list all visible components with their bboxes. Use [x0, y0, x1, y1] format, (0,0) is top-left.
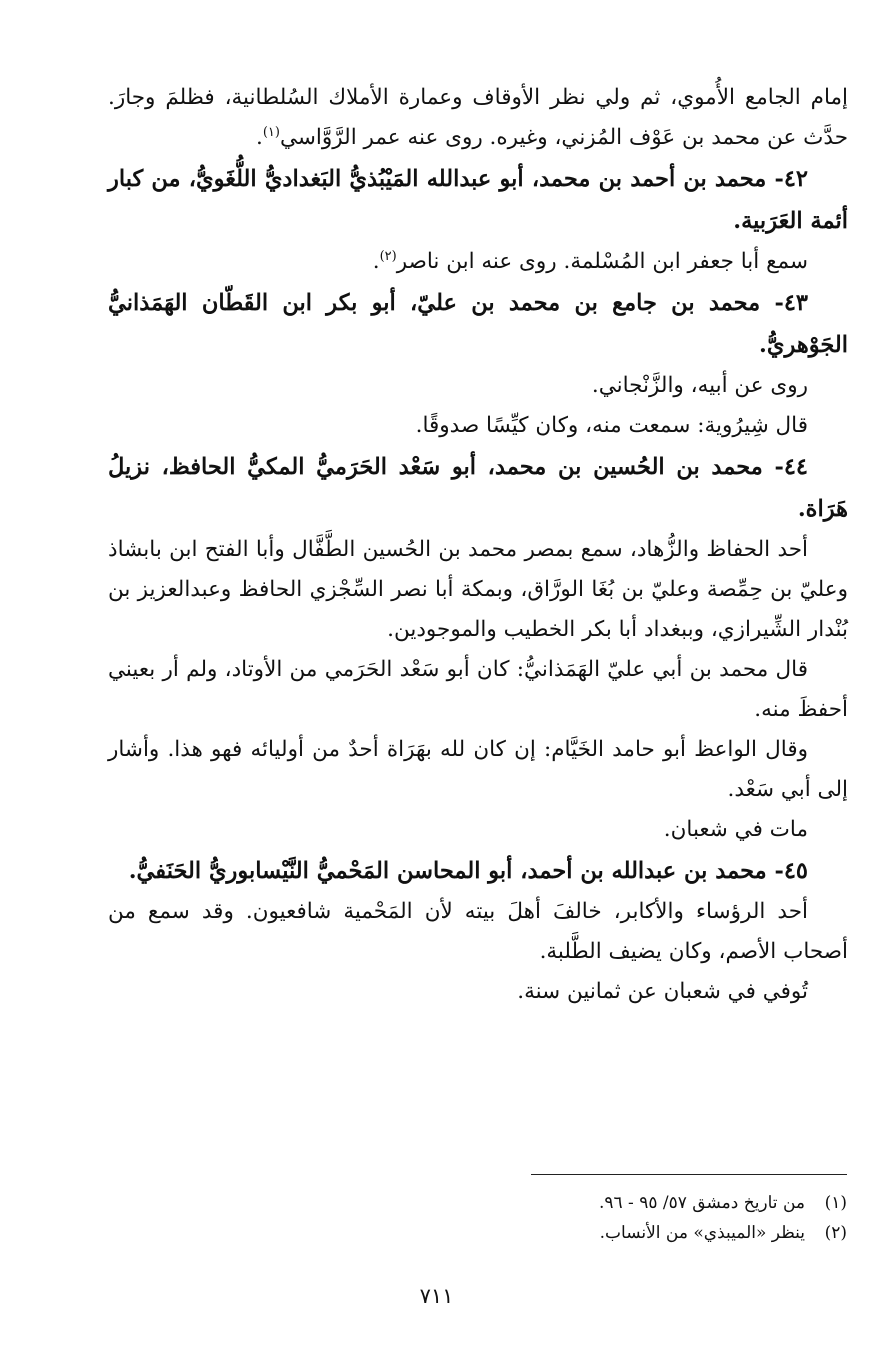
paragraph-7: وقال الواعظ أبو حامد الخَيَّام: إن كان لله بهَرَاة أحدٌ من أوليائه فهو هذا. وأشار إلى أبي سَعْد.	[108, 737, 848, 802]
page-number: ٧١١	[419, 1284, 454, 1308]
footnote-2	[107, 1218, 847, 1248]
paragraph-end: .	[372, 249, 380, 274]
footnotes	[107, 1188, 847, 1248]
paragraph-2	[108, 242, 848, 282]
footnote-ref-1[interactable]: (١)	[262, 124, 280, 140]
paragraph-8: مات في شعبان.	[663, 817, 808, 842]
paragraph-4: قال شِيرُوية: سمعت منه، وكان كيِّسًا صدوقًا.	[415, 413, 808, 438]
footnote-text: ينظر «الميبذي» من الأنساب.	[599, 1223, 805, 1243]
entry-42-heading: ٤٢- محمد بن أحمد بن محمد، أبو عبدالله المَيْبُذيُّ البَغداديُّ اللُّغَويُّ، من كبار أئمة العَرَبية.	[108, 166, 848, 234]
paragraph-9: أحد الرؤساء والأكابر، خالفَ أهلَ بيته لأن المَحْمية شافعيون. وقد سمع من أصحاب الأصم، وكان يضيف الطَّلبة.	[108, 899, 848, 964]
footnote-divider	[531, 1174, 847, 1175]
footnote-ref-2[interactable]: (٢)	[379, 248, 397, 264]
paragraph-text: إمام الجامع الأُموي، ثم ولي نظر الأوقاف وعمارة الأملاك السُلطانية، فظلمَ وجارَ. حدَّث عن محمد بن عَوْف المُزني، وغيره. روى عنه عمر الرَّوَّاسي	[108, 85, 848, 150]
entry-43-heading: ٤٣- محمد بن جامع بن محمد بن عليّ، أبو بكر ابن القَطّان الهَمَذانيُّ الجَوْهريُّ.	[108, 290, 848, 358]
paragraph-text: سمع أبا جعفر ابن المُسْلمة. روى عنه ابن ناصر	[396, 249, 808, 274]
paragraph-3: روى عن أبيه، والزَّنْجاني.	[591, 373, 808, 398]
paragraph-end: .	[256, 125, 263, 150]
paragraph-5: أحد الحفاظ والزُّهاد، سمع بمصر محمد بن الحُسين الطَّفَّال وأبا الفتح ابن بابشاذ وعليّ بن حِمِّصة وعليّ بن بُغَا الورَّاق، وبمكة أبا نصر السِّجْزي الحافظ وعبدالعزيز بن بُنْدار الشِّيرازي، وببغداد أبا بكر الخطيب والموجودين.	[108, 537, 848, 642]
entry-44-heading: ٤٤- محمد بن الحُسين بن محمد، أبو سَعْد الحَرَميُّ المكيُّ الحافظ، نزيلُ هَرَاة.	[108, 454, 848, 522]
footnote-number: (١)	[824, 1193, 847, 1213]
footnote-1	[107, 1188, 847, 1218]
paragraph-1	[108, 78, 848, 158]
page-body	[108, 78, 848, 1012]
footnote-text: من تاريخ دمشق ٥٧/ ٩٥ - ٩٦.	[598, 1193, 805, 1213]
footnote-number: (٢)	[824, 1223, 847, 1243]
paragraph-6: قال محمد بن أبي عليّ الهَمَذانيُّ: كان أبو سَعْد الحَرَمي من الأوتاد، ولم أر بعيني أحفظَ منه.	[108, 657, 848, 722]
paragraph-10: تُوفي في شعبان عن ثمانين سنة.	[517, 979, 808, 1004]
entry-45-heading: ٤٥- محمد بن عبدالله بن أحمد، أبو المحاسن المَحْميُّ النَّيْسابوريُّ الحَنَفيُّ.	[128, 858, 808, 884]
